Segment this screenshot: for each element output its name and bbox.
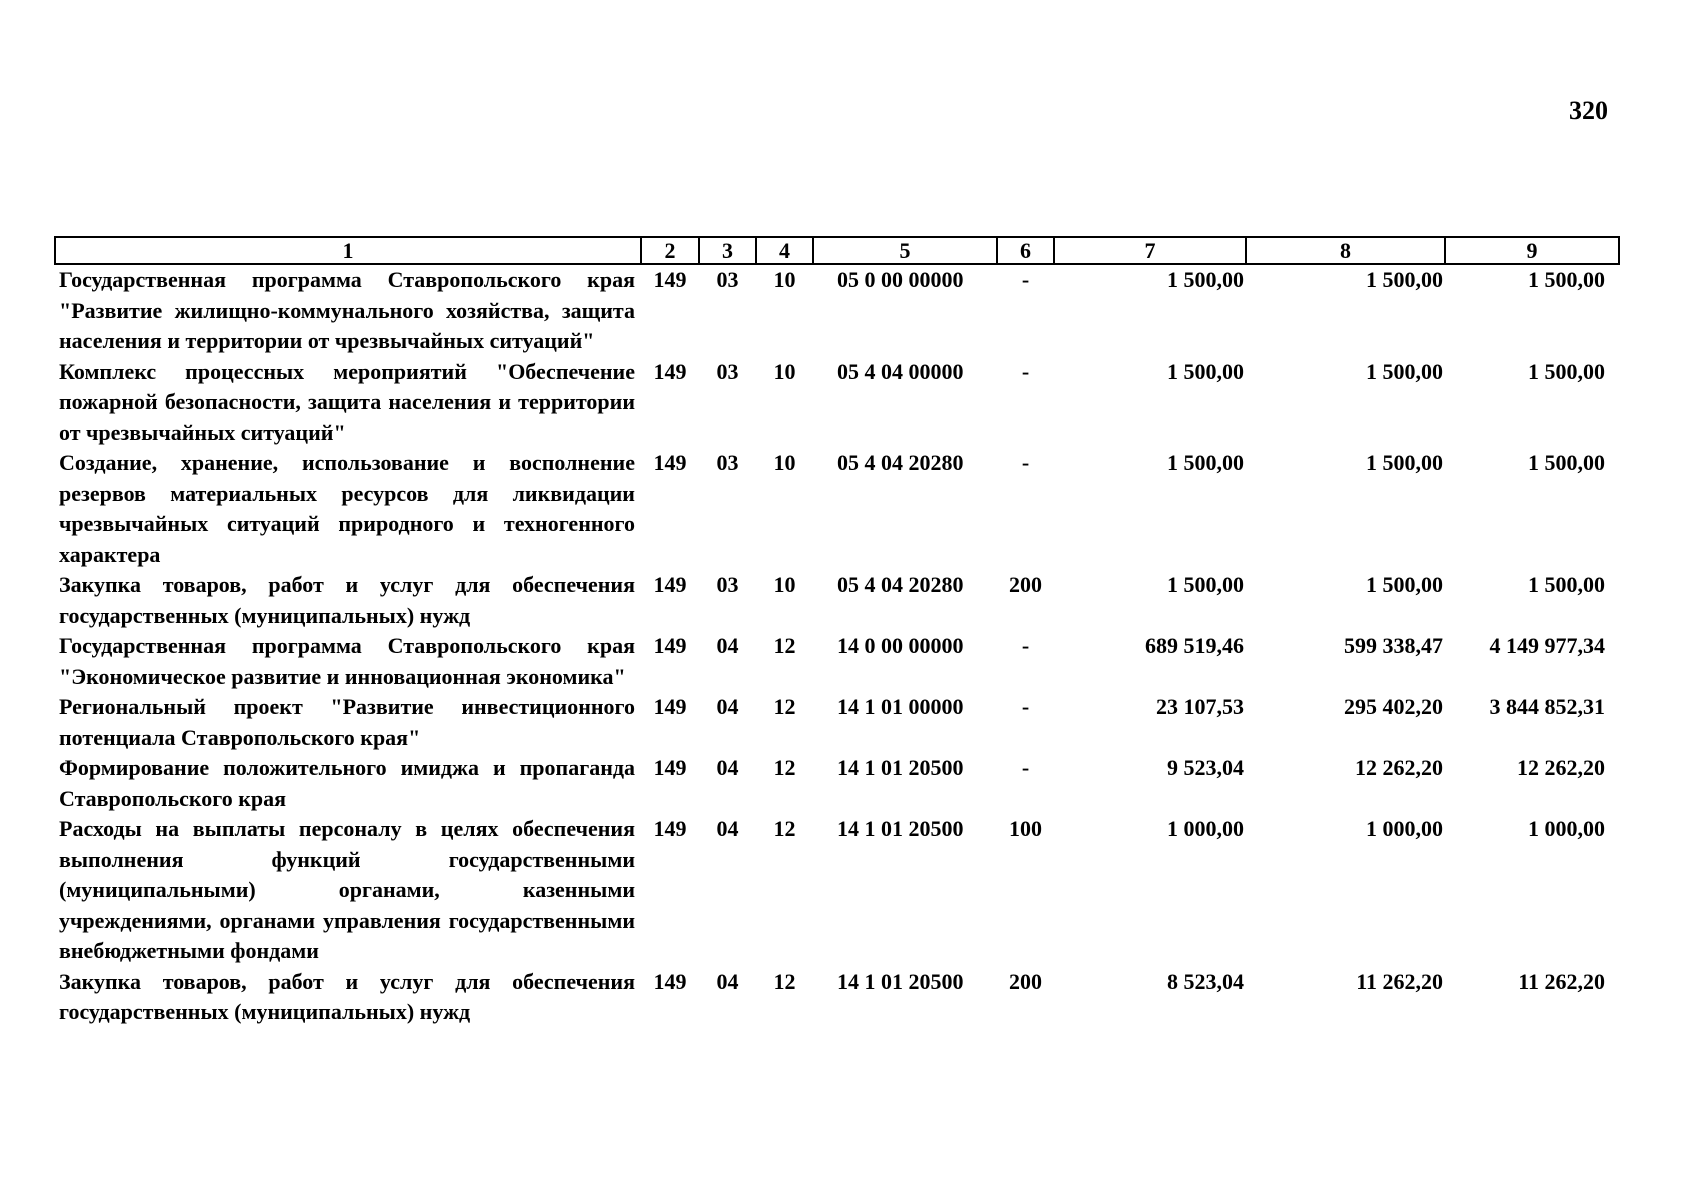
cell-grbs: 149 [653,968,687,994]
cell-section: 03 [716,572,739,597]
cell-name: Государственная программа Ставропольского края "Экономическое развитие и инновационная экономика" [59,633,635,689]
cell-section: 03 [716,267,739,292]
cell-amount-col8: 295 402,20 [1344,694,1443,719]
cell-subsection: 10 [773,572,796,597]
cell-subsection: 10 [773,450,796,475]
cell-grbs: 149 [653,816,687,841]
cell-grbs: 149 [653,755,687,780]
cell-grbs: 149 [653,572,687,597]
cell-name: Государственная программа Ставропольского края "Развитие жилищно-коммунального хозяйства, защита населения и территории от чрезвычайных ситуаций" [59,267,635,353]
cell-target-article: 14 1 01 20500 [837,968,964,994]
cell-expense-type: 100 [1009,816,1042,841]
cell-amount-col8: 1 000,00 [1366,816,1443,841]
cell-target-article: 14 1 01 00000 [837,694,964,719]
cell-amount-col7: 1 500,00 [1167,450,1244,475]
cell-section: 04 [716,968,739,994]
cell-amount-col8: 1 500,00 [1366,572,1443,597]
table-row [55,753,1619,814]
column-header-6: 6 [997,237,1054,264]
column-header-4: 4 [756,237,813,264]
cell-target-article: 05 4 04 00000 [837,358,964,384]
cell-amount-col8: 11 262,20 [1356,968,1443,994]
cell-amount-col9: 1 500,00 [1528,358,1605,384]
cell-subsection: 12 [773,633,796,658]
cell-amount-col7: 9 523,04 [1167,755,1244,780]
cell-name: Закупка товаров, работ и услуг для обеспечения государственных (муниципальных) нужд [59,572,635,628]
cell-amount-col7: 8 523,04 [1167,968,1244,994]
cell-amount-col7: 23 107,53 [1156,694,1244,719]
column-header-5: 5 [813,237,997,264]
table-row [55,814,1619,967]
cell-grbs: 149 [653,358,687,384]
cell-amount-col7: 689 519,46 [1145,633,1244,658]
cell-section: 03 [716,450,739,475]
cell-amount-col9: 1 500,00 [1528,267,1605,292]
table-row [55,570,1619,631]
cell-target-article: 05 4 04 20280 [837,450,964,475]
cell-expense-type: - [1021,633,1030,658]
cell-amount-col9: 1 500,00 [1528,450,1605,475]
cell-amount-col9: 11 262,20 [1518,968,1605,994]
cell-section: 04 [716,755,739,780]
cell-amount-col7: 1 500,00 [1167,358,1244,384]
page-number: 320 [1569,96,1608,125]
cell-amount-col8: 599 338,47 [1344,633,1443,658]
cell-name: Расходы на выплаты персоналу в целях обеспечения выполнения функций государственными (муниципальными) органами, казенными учреждениями, органами управления государственными внебюджетными фондами [59,816,635,963]
cell-amount-col8: 1 500,00 [1366,450,1443,475]
cell-expense-type: - [1021,694,1030,719]
cell-amount-col8: 1 500,00 [1366,358,1443,384]
cell-amount-col7: 1 500,00 [1167,267,1244,292]
cell-amount-col9: 12 262,20 [1517,755,1605,780]
table-header-row [55,237,1619,264]
cell-grbs: 149 [653,633,687,658]
column-header-2: 2 [641,237,699,264]
cell-subsection: 10 [773,358,796,384]
table-row [55,692,1619,753]
table-row [55,264,1619,357]
cell-section: 03 [716,358,739,384]
cell-expense-type: 200 [1009,572,1042,597]
column-header-7: 7 [1054,237,1246,264]
cell-name: Комплекс процессных мероприятий "Обеспечение пожарной безопасности, защита населения и территории от чрезвычайных ситуаций" [59,358,635,445]
cell-name: Региональный проект "Развитие инвестиционного потенциала Ставропольского края" [59,694,635,750]
cell-grbs: 149 [653,694,687,719]
cell-section: 04 [716,694,739,719]
column-header-9: 9 [1445,237,1619,264]
cell-subsection: 12 [773,968,796,994]
cell-amount-col7: 1 500,00 [1167,572,1244,597]
cell-amount-col9: 3 844 852,31 [1489,694,1605,719]
table-row [55,448,1619,570]
cell-amount-col8: 1 500,00 [1366,267,1443,292]
cell-expense-type: - [1021,755,1030,780]
column-header-1: 1 [55,237,641,264]
cell-amount-col8: 12 262,20 [1355,755,1443,780]
cell-target-article: 14 1 01 20500 [837,755,964,780]
cell-amount-col9: 1 500,00 [1528,572,1605,597]
cell-subsection: 10 [773,267,796,292]
table-row [55,357,1619,449]
cell-name: Формирование положительного имиджа и пропаганда Ставропольского края [59,755,635,811]
budget-table [54,236,1620,1028]
cell-amount-col9: 1 000,00 [1528,816,1605,841]
cell-subsection: 12 [773,816,796,841]
cell-amount-col9: 4 149 977,34 [1489,633,1605,658]
column-header-3: 3 [699,237,756,264]
cell-subsection: 12 [773,755,796,780]
column-header-8: 8 [1246,237,1445,264]
cell-expense-type: - [1021,450,1030,475]
cell-amount-col7: 1 000,00 [1167,816,1244,841]
table-row [55,967,1619,1028]
cell-grbs: 149 [653,450,687,475]
cell-target-article: 05 4 04 20280 [837,572,964,597]
cell-target-article: 14 1 01 20500 [837,816,964,841]
cell-expense-type: - [1021,358,1030,384]
cell-grbs: 149 [653,267,687,292]
cell-subsection: 12 [773,694,796,719]
cell-name: Закупка товаров, работ и услуг для обеспечения государственных (муниципальных) нужд [59,968,635,1024]
cell-section: 04 [716,633,739,658]
cell-name: Создание, хранение, использование и восполнение резервов материальных ресурсов для ликвидации чрезвычайных ситуаций природного и техногенного характера [59,450,635,567]
cell-expense-type: 200 [1009,968,1042,994]
cell-target-article: 14 0 00 00000 [837,633,964,658]
cell-section: 04 [716,816,739,841]
cell-expense-type: - [1021,267,1030,292]
table-body [55,264,1619,1028]
cell-target-article: 05 0 00 00000 [837,267,964,292]
table-row [55,631,1619,692]
